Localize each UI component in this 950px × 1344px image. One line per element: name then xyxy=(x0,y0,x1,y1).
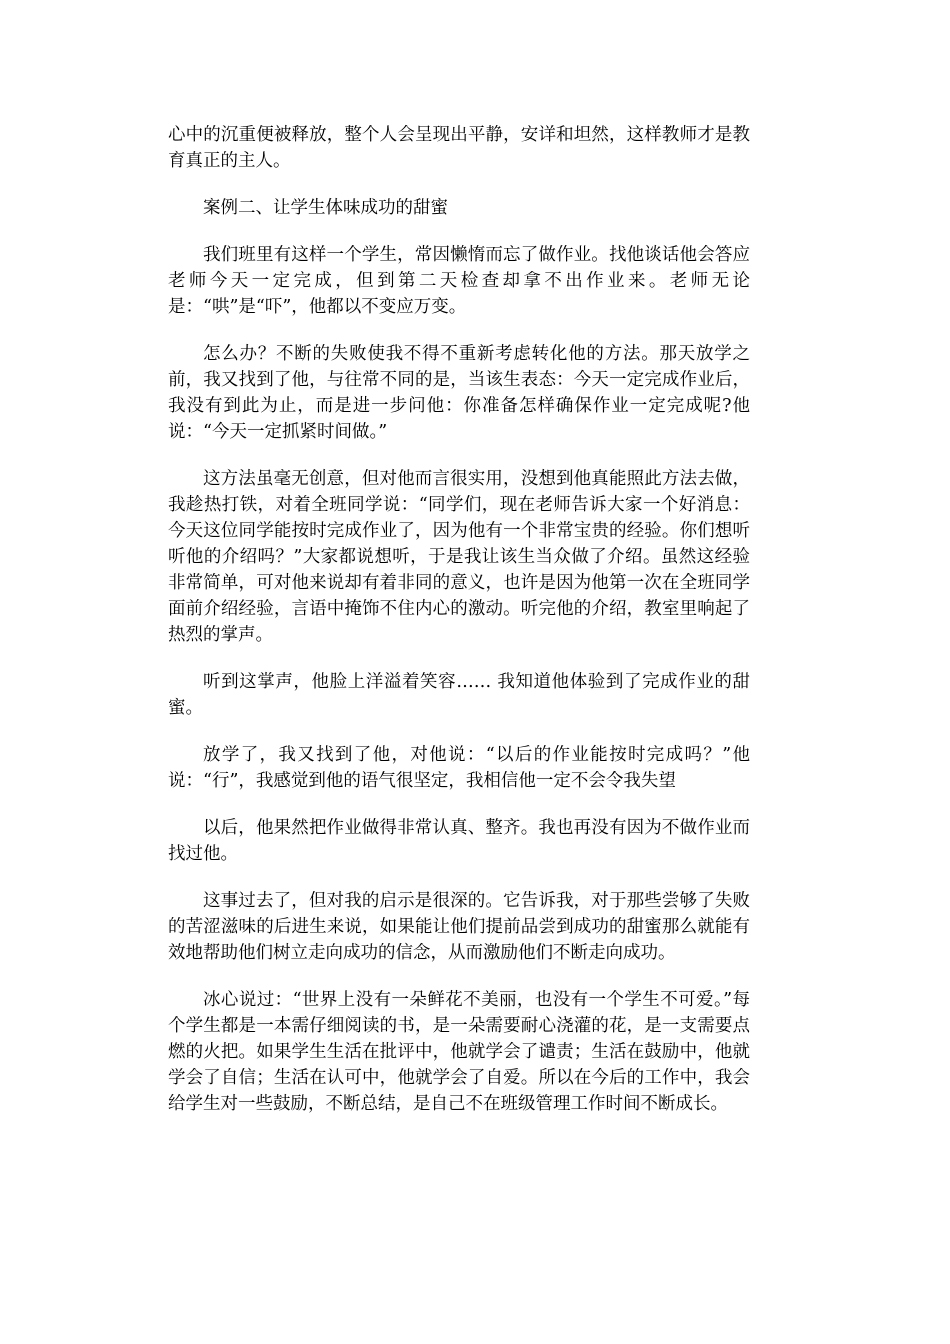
paragraph: 这事过去了，但对我的启示是很深的。它告诉我，对于那些尝够了失败的苦涩滋味的后进生来说，如果能让他们提前品尝到成功的甜蜜那么就能有效地帮助他们树立走向成功的信念，从而激励他们不断走向成功。 xyxy=(168,891,750,963)
document-page xyxy=(168,122,750,1138)
paragraph-continuation: 心中的沉重便被释放，整个人会呈现出平静，安详和坦然，这样教师才是教育真正的主人。 xyxy=(168,125,750,171)
paragraph: 我们班里有这样一个学生，常因懒惰而忘了做作业。找他谈话他会答应老师今天一定完成，但到第二天检查却拿不出作业来。老师无论是：“哄”是“吓”，他都以不变应万变。 xyxy=(168,245,750,317)
paragraph: 放学了，我又找到了他，对他说：“以后的作业能按时完成吗？”他说：“行”，我感觉到他的语气很坚定，我相信他一定不会令我失望 xyxy=(168,745,750,791)
paragraph: 怎么办？不断的失败使我不得不重新考虑转化他的方法。那天放学之前，我又找到了他，与往常不同的是，当该生表态：今天一定完成作业后，我没有到此为止，而是进一步问他：你准备怎样确保作业一定完成呢?他说：“今天一定抓紧时间做。” xyxy=(168,344,750,442)
paragraph: 冰心说过：“世界上没有一朵鲜花不美丽，也没有一个学生不可爱。”每个学生都是一本需仔细阅读的书，是一朵需要耐心浇灌的花，是一支需要点燃的火把。如果学生生活在批评中，他就学会了谴责；生活在鼓励中，他就学会了自信；生活在认可中，他就学会了自爱。所以在今后的工作中，我会给学生对一些鼓励，不断总结，是自己不在班级管理工作时间不断成长。 xyxy=(168,990,750,1114)
paragraph: 这方法虽毫无创意，但对他而言很实用，没想到他真能照此方法去做，我趁热打铁，对着全班同学说：“同学们，现在老师告诉大家一个好消息：今天这位同学能按时完成作业了，因为他有一个非常宝贵的经验。你们想听听他的介绍吗？”大家都说想听，于是我让该生当众做了介绍。虽然这经验非常简单，可对他来说却有着非同的意义，也许是因为他第一次在全班同学面前介绍经验，言语中掩饰不住内心的激动。听完他的介绍，教室里响起了热烈的掌声。 xyxy=(168,469,750,645)
paragraph: 听到这掌声，他脸上洋溢着笑容…… 我知道他体验到了完成作业的甜蜜。 xyxy=(168,672,750,718)
section-heading: 案例二、让学生体味成功的甜蜜 xyxy=(203,198,448,218)
paragraph: 以后，他果然把作业做得非常认真、整齐。我也再没有因为不做作业而找过他。 xyxy=(168,818,750,864)
